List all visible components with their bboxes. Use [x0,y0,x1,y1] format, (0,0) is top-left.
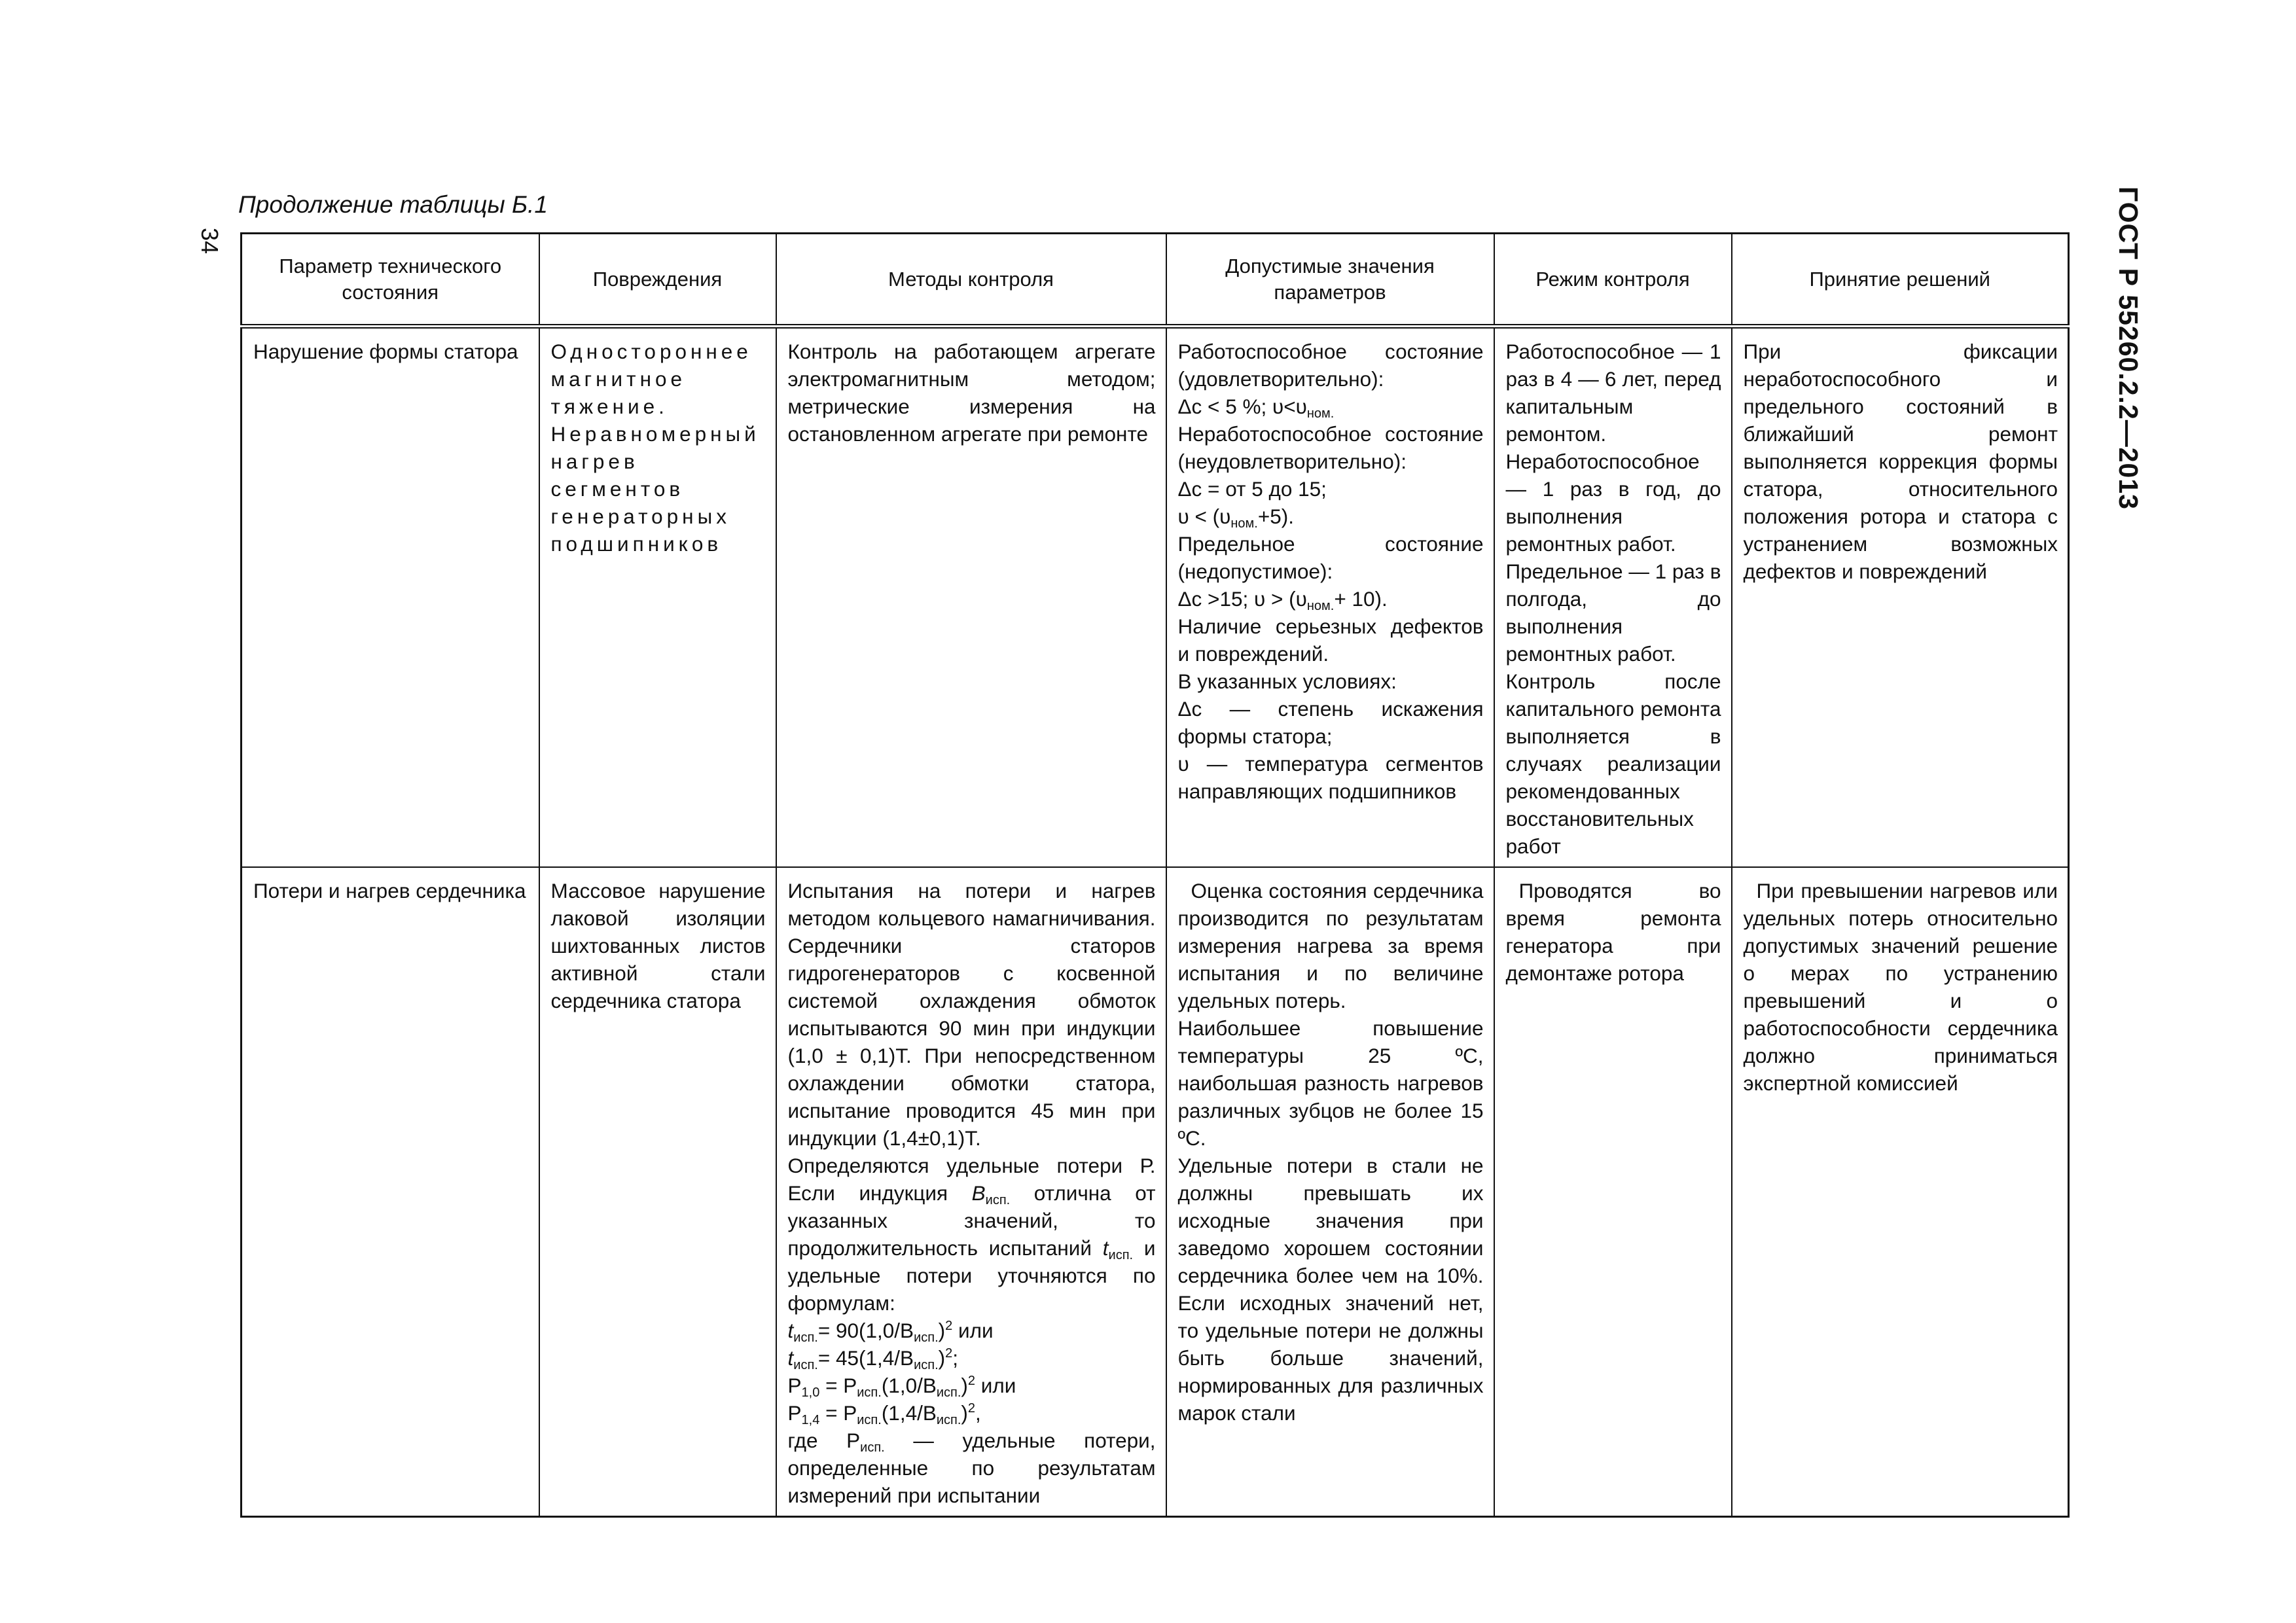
cell-damage: Массовое нарушение лаковой изоляции шихтованных листов активной стали сердечника статора [539,867,776,1517]
subscript: исп. [793,1358,818,1372]
subscript: исп. [985,1193,1011,1207]
methods-paragraph [788,1427,1156,1509]
formula-text: (1,4/B [881,1401,937,1425]
cell-methods [776,867,1166,1517]
allowed-text: υ < (υ [1177,505,1231,528]
subscript: исп. [857,1385,882,1400]
cell-decisions: При фиксации неработоспособного и предельного состояний в ближайший ремонт выполняется коррекция формы статора, относительного положения ротора и статора с устранением возможных дефектов и повреждений [1732,327,2069,868]
formula-text: P [787,1374,802,1397]
formula-text: ; [952,1346,959,1370]
allowed-text: Δс < 5 %; υ<υ [1177,395,1307,418]
formula [788,1344,1156,1372]
allowed-paragraph: Наибольшее повышение температуры 25 ºС, наибольшая разность нагревов различных зубцов не более 15 ºС. [1177,1016,1484,1150]
subscript: исп. [860,1440,885,1455]
formula-text: ) [961,1374,968,1397]
allowed-paragraph: Удельные потери в стали не должны превышать их исходные значения при заведомо хорошем состоянии сердечника более чем на 10%. Если исходных значений нет, то удельные потери не должны быть больше значений, нормированных для различных марок стали [1177,1154,1484,1425]
decision-paragraph: При превышении нагревов или удельных потерь относительно допустимых значений решение о мерах по устранению превышений и о работоспособности сердечника должно приниматься экспертной комиссией [1743,879,2058,1095]
table-row [242,867,2069,1517]
superscript: 2 [945,1319,953,1333]
subscript: исп. [857,1413,882,1427]
allowed-text: Δс >15; υ > (υ [1177,587,1307,611]
superscript: 2 [967,1401,976,1416]
methods-paragraph [788,1152,1156,1317]
methods-text: отлична от указанных значений, то продолжительность испытаний [787,1181,1156,1260]
allowed-line [1178,585,1484,613]
allowed-text: +5). [1257,505,1294,528]
superscript: 2 [945,1346,953,1361]
symbol-t: t [787,1346,794,1370]
subscript: исп. [936,1413,961,1427]
allowed-line: Δс — степень искажения формы статора; [1177,697,1484,748]
damage-text: Одностороннее магнитное тяжение. Неравномерный нагрев сегментов генераторных подшипников [550,340,760,556]
cell-control-mode [1494,327,1732,868]
allowed-line: Работоспособное состояние (удовлетворительно): [1177,340,1484,391]
subscript: исп. [914,1330,939,1345]
formula-text: = 90(1,0/B [817,1319,914,1342]
header-damage: Повреждения [539,234,776,327]
allowed-line [1178,503,1484,530]
subscript: ном. [1306,406,1335,421]
header-methods: Методы контроля [776,234,1166,327]
symbol-b: B [971,1181,986,1205]
allowed-line: υ — температура сегментов направляющих подшипников [1177,752,1484,803]
cell-methods: Контроль на работающем агрегате электромагнитным методом; метрические измерения на остановленном агрегате при ремонте [776,327,1166,868]
formula [788,1399,1156,1427]
methods-paragraph: Испытания на потери и нагрев методом кольцевого намагничивания. Сердечники статоров гидрогенераторов с косвенной системой охлаждения обмоток испытываются 90 мин при индукции (1,0 ± 0,1)Т. При непосредственном охлаждении обмотки статора, испытание проводится 45 мин при индукции (1,4±0,1)Т. [787,879,1156,1150]
allowed-line: Δс = от 5 до 15; [1177,477,1327,501]
formula-text: ) [938,1346,946,1370]
symbol-t: t [787,1319,794,1342]
header-control-mode: Режим контроля [1494,234,1732,327]
allowed-line: Наличие серьезных дефектов и повреждений. [1177,615,1484,666]
subscript: исп. [793,1330,818,1345]
allowed-line: В указанных условиях: [1177,669,1397,693]
formula-text: = P [819,1401,857,1425]
subscript: исп. [914,1358,939,1372]
condition-table [240,232,2070,1518]
formula [788,1317,1156,1344]
cell-parameter: Потери и нагрев сердечника [242,867,539,1517]
symbol-t: t [1102,1236,1109,1260]
superscript: 2 [967,1374,976,1388]
page-number: 34 [196,227,224,255]
mode-paragraph: Проводятся во время ремонта генератора при демонтаже ротора [1505,879,1721,985]
subscript: ном. [1230,516,1258,531]
mode-paragraph: Неработоспособное — 1 раз в год, до выполнения ремонтных работ. [1505,450,1721,556]
methods-text: — удельные потери, определенные по результатам измерений при испытании [787,1429,1156,1507]
formula-text: или [952,1319,994,1342]
subscript: ном. [1306,599,1335,613]
table-header-row [242,234,2069,327]
subscript: 1,4 [801,1413,820,1427]
cell-parameter: Нарушение формы статора [242,327,539,868]
cell-allowed-values [1166,867,1494,1517]
formula-text: , [975,1401,981,1425]
mode-paragraph: Предельное — 1 раз в полгода, до выполнения ремонтных работ. [1505,560,1721,666]
cell-allowed-values [1166,327,1494,868]
allowed-line: Неработоспособное состояние (неудовлетворительно): [1177,422,1484,473]
cell-decisions [1732,867,2069,1517]
cell-control-mode [1494,867,1732,1517]
methods-text: где Р [787,1429,861,1452]
allowed-paragraph: Оценка состояния сердечника производится по результатам измерения нагрева за время испытания и по величине удельных потерь. [1177,879,1484,1012]
mode-paragraph: Работоспособное — 1 раз в 4 — 6 лет, перед капитальным ремонтом. [1505,340,1721,446]
subscript: исп. [936,1385,961,1400]
formula-text: = P [819,1374,857,1397]
formula-text: P [787,1401,802,1425]
allowed-text: + 10). [1334,587,1388,611]
formula-text: ) [938,1319,946,1342]
formula [788,1372,1156,1399]
standard-code: ГОСТ Р 55260.2.2—2013 [2113,187,2144,510]
allowed-line [1178,393,1484,420]
mode-paragraph: Контроль после капитального ремонта выполняется в случаях реализации рекомендованных восстановительных работ [1505,669,1721,858]
methods-text: Определяются удельные потери Р. Если индукция [787,1154,1156,1205]
header-parameter: Параметр технического состояния [242,234,539,327]
methods-text: и удельные потери уточняются по формулам: [787,1236,1156,1315]
cell-damage [539,327,776,868]
header-allowed-values: Допустимые значения параметров [1166,234,1494,327]
formula-text: = 45(1,4/B [817,1346,914,1370]
table-caption: Продолжение таблицы Б.1 [238,191,548,218]
subscript: исп. [1108,1248,1134,1262]
formula-text: ) [961,1401,968,1425]
formula-text: (1,0/B [881,1374,937,1397]
formula-text: или [975,1374,1016,1397]
header-decisions: Принятие решений [1732,234,2069,327]
subscript: 1,0 [801,1385,820,1400]
allowed-line: Предельное состояние (недопустимое): [1177,532,1484,583]
table-row [242,327,2069,868]
